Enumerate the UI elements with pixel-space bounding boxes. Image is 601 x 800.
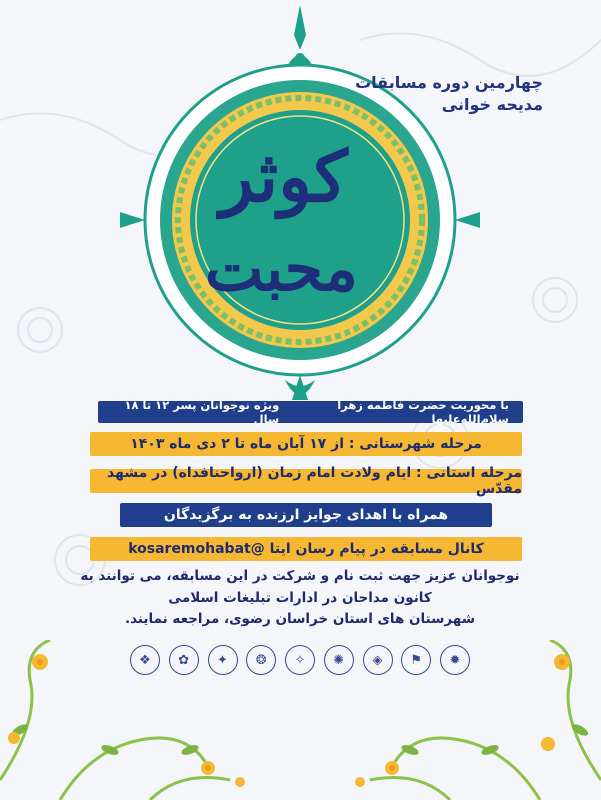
prizes-bar: [120, 503, 492, 527]
organization-logo-6: ✺: [324, 645, 354, 675]
channel-bar[interactable]: [90, 537, 522, 561]
province-stage-bar: [90, 465, 522, 497]
province-stage-text: مرحله استانی : ایام ولادت امام زمان (ارواحنافداه) در مشهد مقدّس: [107, 465, 522, 497]
calligraphy-mohabat: محبت: [205, 232, 358, 305]
info-line-3: شهرستان های استان خراسان رضوی، مراجعه نمایند.: [125, 611, 475, 627]
info-line-1: نوجوانان عزیز جهت ثبت نام و شرکت در این مسابقه، می توانند به: [80, 568, 520, 584]
organization-logo-3: ✦: [208, 645, 238, 675]
organization-logo-9: ✹: [440, 645, 470, 675]
title-line-1: چهارمین دوره مسابقات: [355, 73, 543, 92]
organization-logo-5: ✧: [285, 645, 315, 675]
organization-logo-1: ❖: [130, 645, 160, 675]
city-stage-bar: [90, 432, 522, 456]
organization-logo-4: ❂: [246, 645, 276, 675]
theme-ribbon: [98, 398, 523, 426]
page-title: [283, 72, 543, 116]
organization-logo-7: ◈: [363, 645, 393, 675]
organization-logo-8: ⚑: [401, 645, 431, 675]
floral-vine-decoration: [0, 640, 601, 800]
title-line-2: مدیحه خوانی: [441, 95, 543, 114]
ribbon-age-text: ویژه نوجوانان پسر ۱۲ تا ۱۸ سال: [124, 398, 280, 426]
ribbon-theme-text: با محوریت حضرت فاطمه زهرا سلام‌الله‌علیها: [337, 398, 509, 426]
city-stage-text: مرحله شهرستانی : از ۱۷ آبان ماه تا ۲ دی ماه ۱۴۰۳: [130, 436, 482, 452]
channel-text: کانال مسابقه در پیام رسان ایتا @kosaremohabat: [128, 541, 484, 557]
calligraphy-kosar: کوثر: [220, 135, 348, 218]
prizes-text: همراه با اهدای جوایز ارزنده به برگزیدگان: [163, 507, 449, 523]
organization-logo-2: ✿: [169, 645, 199, 675]
info-line-2: کانون مداحان در ادارات تبلیغات اسلامی: [168, 590, 432, 606]
